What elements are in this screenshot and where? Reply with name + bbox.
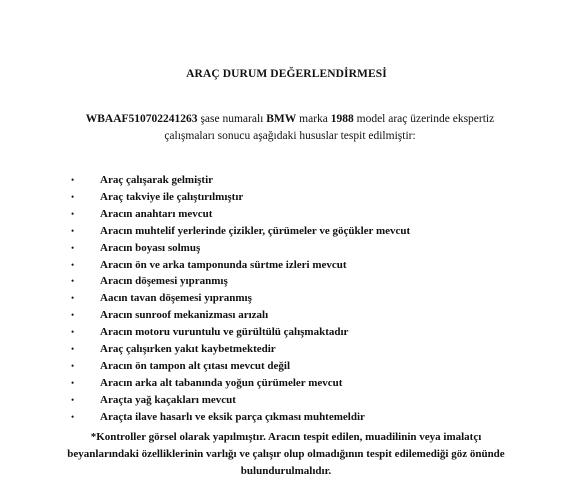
bullet-icon: • — [71, 259, 75, 270]
vehicle-brand: BMW — [266, 113, 297, 125]
bullet-icon: • — [71, 310, 75, 321]
bullet-icon: • — [71, 276, 75, 287]
finding-text: Aracın boyası solmuş — [100, 241, 201, 254]
bullet-icon: • — [71, 175, 75, 185]
finding-text: Aracın muhtelif yerlerinde çizikler, çürümeler ve göçükler mevcut — [100, 224, 411, 237]
vehicle-year: 1988 — [330, 113, 354, 125]
vin-number: WBAAF510702241263 — [85, 113, 198, 125]
finding-text: Aracın motoru vuruntulu ve gürültülü çalışmaktadır — [100, 326, 349, 339]
finding-text: Aracın arka alt tabanında yoğun çürümeler mevcut — [100, 376, 343, 389]
finding-text: Araçta yağ kaçakları mevcut — [100, 393, 236, 406]
finding-text: Aracın ön tampon alt çıtası mevcut değil — [100, 359, 291, 372]
finding-text: Aacın tavan döşemesi yıpranmış — [100, 292, 252, 305]
intro-text-3: model araç üzerinde ekspertiz çalışmaları sonucu aşağıdaki hususlar tespit edilmiştir: — [164, 113, 495, 142]
bullet-icon: • — [71, 360, 75, 371]
bullet-icon: • — [71, 394, 75, 405]
intro-text-1: şase numaralı — [197, 113, 267, 125]
intro-paragraph — [60, 111, 520, 145]
finding-text: Araçta ilave hasarlı ve eksik parça çıkması muhtemeldir — [100, 410, 365, 423]
bullet-icon: • — [71, 327, 75, 338]
finding-text: Aracın döşemesi yıpranmış — [100, 275, 228, 288]
bullet-icon: • — [71, 242, 75, 253]
footnote: *Kontroller görsel olarak yapılmıştır. Aracın tespit edilen, muadilinin veya imalatçı beyanlarındaki özelliklerinin varlığı ve çalışır olup olmadığının tespit edilemediği göz önünde bulundurulmalıdır. — [67, 431, 505, 477]
bullet-icon: • — [71, 191, 75, 202]
finding-text: Araç takviye ile çalıştırılmıştır — [100, 190, 244, 203]
finding-text: Aracın sunroof mekanizması arızalı — [100, 309, 269, 322]
document-title: ARAÇ DURUM DEĞERLENDİRMESİ — [186, 68, 387, 80]
bullet-icon: • — [71, 411, 75, 422]
bullet-icon: • — [71, 293, 75, 304]
finding-text: Aracın ön ve arka tamponunda sürtme izleri mevcut — [100, 258, 347, 271]
finding-text: Araç çalışarak gelmiştir — [100, 174, 214, 186]
bullet-icon: • — [71, 208, 75, 219]
intro-text-2: marka — [296, 113, 331, 125]
finding-text: Araç çalışırken yakıt kaybetmektedir — [100, 343, 276, 356]
finding-text: Aracın anahtarı mevcut — [100, 207, 213, 220]
bullet-icon: • — [71, 377, 75, 388]
bullet-icon: • — [71, 344, 75, 355]
bullet-icon: • — [71, 225, 75, 236]
